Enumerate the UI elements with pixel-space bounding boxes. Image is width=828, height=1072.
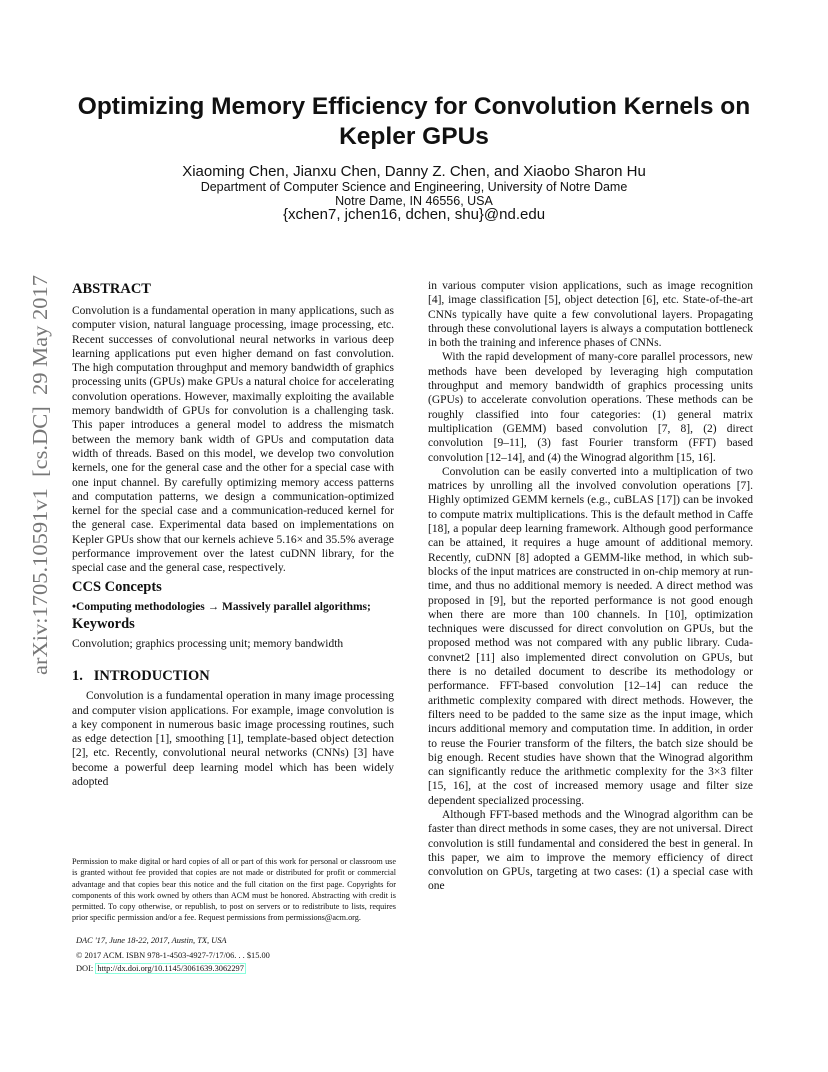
keywords-heading: Keywords	[72, 615, 135, 632]
permission-notice: Permission to make digital or hard copies of all or part of this work for personal or classroom use is granted without fee provided that copies are not made or distributed for profit or commercial advantage and that copies bear this notice and the full citation on the first page. Copyrights for components of this work owned by others than ACM must be honored. Abstracting with credit is permitted. To copy otherwise, or republish, to post on servers or to redistribute to lists, requires prior specific permission and/or a fee. Request permissions from permissions@acm.org.	[72, 857, 396, 923]
left-column	[72, 281, 394, 789]
keywords-text: Convolution; graphics processing unit; memory bandwidth	[72, 637, 344, 650]
paper-title	[60, 92, 768, 152]
arxiv-stamp	[20, 270, 54, 680]
doi-link[interactable]: http://dx.doi.org/10.1145/3061639.3062297	[97, 964, 244, 973]
introduction-paragraph-2: With the rapid development of many-core parallel processors, new methods have been developed by leveraging high computation throughput and memory bandwidth of graphics processing units (GPUs) to accelerate convolution operations. These methods can be roughly classified into four categories: (1) general matrix multiplication (GEMM) based convolution [7, 8], (2) direct convolution [9–11], (3) fast Fourier transform (FFT) based convolution [12–14], and (4) the Winograd algorithm [15, 16].	[428, 351, 753, 464]
introduction-paragraph-1: Convolution is a fundamental operation in many image processing and computer vision applications. For example, image convolution is a key component in numerous basic image processing routines, such as edge detection [1], smoothing [1], template-based object detection [2], etc. Recently, convolutional neural networks (CNNs) [3] have become a powerful deep learning model which has been widely adopted	[72, 690, 394, 789]
right-column	[428, 279, 753, 894]
introduction-paragraph-3: Convolution can be easily converted into a multiplication of two matrices by unrolling all the involved convolution operations [7]. Highly optimized GEMM kernels (e.g., cuBLAS [17]) can be invoked to compute matrix multiplications. This is the default method in Caffe [18], a popular deep learning framework. Although good performance can be attained, it requires a huge amount of additional memory. Recently, cuDNN [8] adopted a GEMM-like method, in which sub-blocks of the input matrices are constructed in on-chip memory at run-time, and thus no additional memory is needed. A direct method was proposed in [9], but the reported performance is not good enough when there are more than 100 channels. In [10], optimization techniques were discussed for direct convolution on GPUs, but the proposed method was not compared with any public library. Cuda-convnet2 [11] also implemented direct convolution on GPUs, but there is no detailed document to describe its methodology or performance. FFT-based convolution [12–14] can reduce the arithmetic complexity compared with direct methods. However, the filters need to be padded to the same size as the input image, which incurs additional memory and computation time. In addition, in order to reuse the Fourier transform of the filters, the batch size should be big enough. Recent studies have shown that the Winograd algorithm can significantly reduce the arithmetic complexity for the 3×3 filter [15, 16], at the cost of increased memory usage and filter size dependent specialized processing.	[428, 465, 753, 807]
doi-line	[76, 964, 246, 973]
abstract-text: Convolution is a fundamental operation in many applications, such as computer vision, natural language processing, image processing, etc. Recent successes of convolutional neural networks in various deep learning applications put even higher demand on fast convolution. The high computation throughput and memory bandwidth of graphics processing units (GPUs) make GPUs a natural choice for accelerating convolution operations. However, maximally exploiting the available memory bandwidth of GPUs for convolution is a challenging task. This paper introduces a general model to address the mismatch between the memory bank width of GPUs and computation data width of threads. Based on this model, we develop two convolution kernels, one for the general case and the other for a special case with one input channel. By carefully optimizing memory access patterns and computation patterns, we design a communication-optimized kernel for the special case and a communication-reduced kernel for the general case. Experimental data based on implementations on Kepler GPUs show that our kernels achieve 5.16× and 35.5% average performance improvement over the latest cuDNN library, for the special case and the general case, respectively.	[72, 305, 394, 575]
arxiv-stamp-text: arXiv:1705.10591v1 [cs.DC] 29 May 2017	[28, 292, 52, 675]
introduction-paragraph-continued: in various computer vision applications, such as image recognition [4], image classification [5], object detection [6], etc. State-of-the-art CNNs typically have quite a few convolutional layers. Propagating through these convolutional layers is always a computation bottleneck in both the training and inference phases of CNNs.	[428, 280, 753, 350]
doi-label: DOI:	[76, 964, 96, 973]
ccs-text: •Computing methodologies → Massively parallel algorithms;	[72, 600, 371, 613]
ccs-heading: CCS Concepts	[72, 578, 162, 595]
affiliation	[60, 180, 768, 208]
copyright-line: © 2017 ACM. ISBN 978-1-4503-4927-7/17/06. . . $15.00	[76, 951, 270, 960]
title-line-1: Optimizing Memory Efficiency for Convolution Kernels on	[77, 93, 751, 120]
affiliation-line-1: Department of Computer Science and Engineering, University of Notre Dame	[200, 180, 628, 194]
introduction-heading: 1. INTRODUCTION	[72, 668, 210, 685]
abstract-heading: ABSTRACT	[72, 281, 151, 297]
title-line-2: Kepler GPUs	[339, 123, 489, 150]
author-emails: {xchen7, jchen16, dchen, shu}@nd.edu	[282, 206, 546, 223]
affiliation-line-2: Notre Dame, IN 46556, USA	[335, 194, 493, 208]
introduction-paragraph-4: Although FFT-based methods and the Winograd algorithm can be faster than direct methods in some cases, they are not universal. Direct convolution is still fundamental and considered the best in general. In this paper, we aim to improve the memory efficiency of direct convolution on GPUs, targeting at two cases: (1) a special case with one	[428, 808, 753, 893]
conference-info: DAC '17, June 18-22, 2017, Austin, TX, USA	[76, 936, 227, 945]
authors: Xiaoming Chen, Jianxu Chen, Danny Z. Chen, and Xiaobo Sharon Hu	[182, 163, 646, 180]
